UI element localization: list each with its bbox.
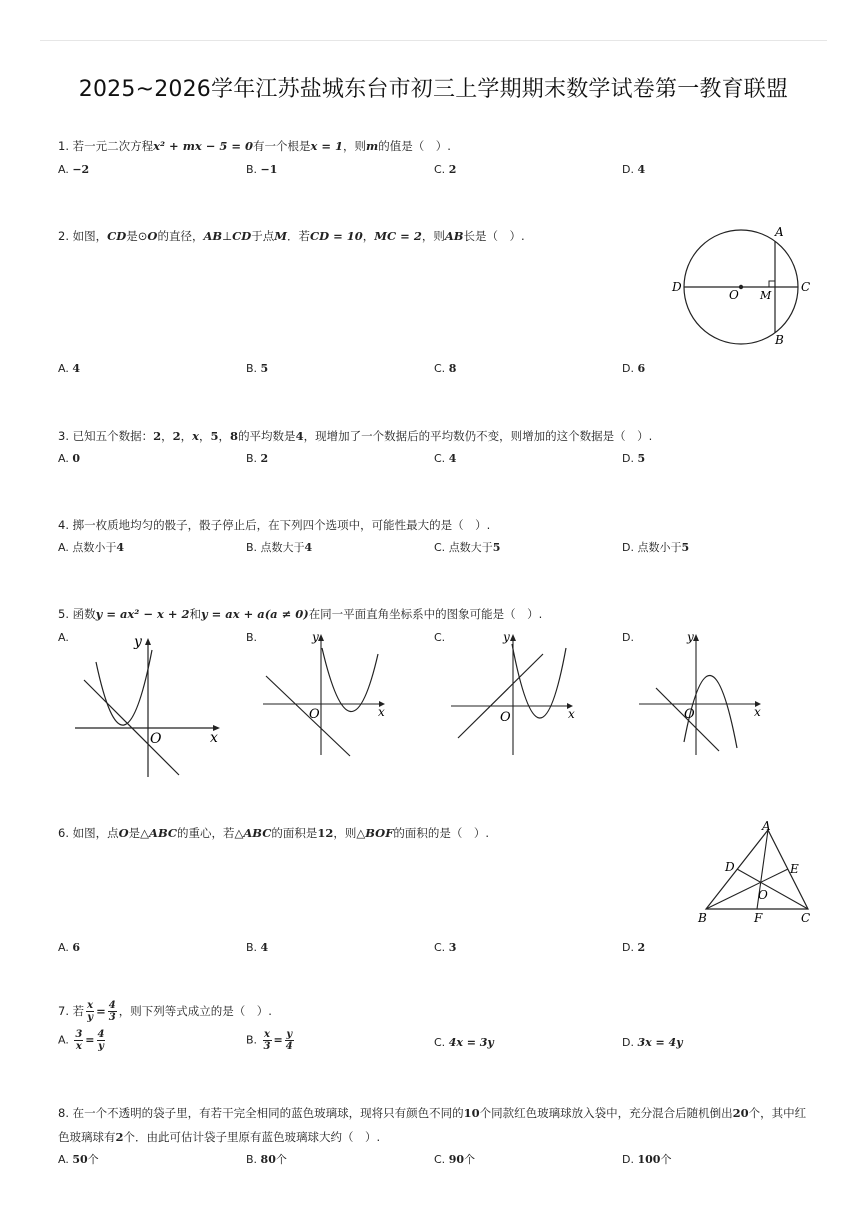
right-angle-mark: [769, 281, 775, 287]
circle-diameter-figure: [668, 220, 818, 350]
y-label: y: [134, 634, 142, 650]
q3-option-c[interactable]: C. 4: [434, 452, 457, 465]
q4-option-b[interactable]: B. 点数大于4: [246, 541, 313, 554]
label-d: D: [672, 280, 682, 294]
q5-option-a-label[interactable]: A.: [58, 631, 69, 644]
question-7-stem: 7. 若 $\frac{x}{y}$ = $\frac{4}{3}$ ，则下列等式成立的是（ ）.: [58, 1000, 272, 1023]
q6-option-d[interactable]: D. 2: [622, 941, 646, 954]
label-b: B: [775, 333, 784, 347]
label-b: B: [698, 911, 707, 925]
x-label: x: [210, 730, 218, 746]
q7-option-a[interactable]: A. $\frac{3}{x}$ = $\frac{4}{y}$: [58, 1029, 105, 1052]
parabola: [322, 648, 378, 712]
label-a: A: [762, 819, 771, 833]
x-label: x: [378, 705, 385, 719]
q2-option-a[interactable]: A. 4: [58, 362, 80, 375]
q1-option-c[interactable]: C. 2: [434, 163, 457, 176]
q5-graph-b[interactable]: [258, 630, 393, 760]
q2-option-d[interactable]: D. 6: [622, 362, 646, 375]
x-label: x: [568, 707, 575, 721]
y-axis-arrow: [145, 638, 151, 645]
q3-option-b[interactable]: B. 2: [246, 452, 269, 465]
y-label: y: [687, 630, 694, 644]
parabola: [96, 650, 152, 725]
q3-option-d[interactable]: D. 5: [622, 452, 646, 465]
q6-option-c[interactable]: C. 3: [434, 941, 457, 954]
q4-option-a[interactable]: A. 点数小于4: [58, 541, 124, 554]
triangle-centroid-figure: [694, 818, 819, 930]
question-4-stem: 4. 掷一枚质地均匀的骰子，骰子停止后，在下列四个选项中，可能性最大的是（ ）.: [58, 518, 491, 532]
q1-option-d[interactable]: D. 4: [622, 163, 646, 176]
label-o: O: [758, 888, 768, 902]
center-point: [739, 285, 743, 289]
y-axis-arrow: [318, 634, 324, 641]
q5-graph-a[interactable]: [70, 630, 230, 780]
q7-option-d[interactable]: D. 3x = 4y: [622, 1036, 683, 1049]
q4-option-d[interactable]: D. 点数小于5: [622, 541, 690, 554]
q8-option-b[interactable]: B. 80个: [246, 1153, 287, 1166]
label-a: A: [775, 225, 784, 239]
q7-option-c[interactable]: C. 4x = 3y: [434, 1036, 494, 1049]
line: [458, 654, 543, 738]
q5-option-d-label[interactable]: D.: [622, 631, 634, 644]
question-5-stem: 5. 函数y = ax² − x + 2和y = ax + a(a ≠ 0)在同一平面直角坐标系中的图象可能是（ ）.: [58, 607, 543, 621]
label-f: F: [754, 911, 763, 925]
q8-option-c[interactable]: C. 90个: [434, 1153, 475, 1166]
question-2-stem: 2. 如图，CD是⊙O的直径，AB⊥CD于点M．若CD = 10，MC = 2，则AB长是（ ）.: [58, 229, 525, 243]
origin-label: O: [500, 710, 511, 725]
x-label: x: [754, 705, 761, 719]
q7-option-b[interactable]: B. $\frac{x}{3}$ = $\frac{y}{4}$: [246, 1029, 293, 1052]
q2-option-b[interactable]: B. 5: [246, 362, 269, 375]
question-8-stem-line-1: 8. 在一个不透明的袋子里，有若干完全相同的蓝色玻璃球，现将只有颜色不同的10个同款红色玻璃球放入袋中，充分混合后随机倒出20个，其中红: [58, 1106, 807, 1120]
y-label: y: [312, 630, 319, 644]
label-e: E: [790, 862, 799, 876]
fraction-x-over-y: $\frac{x}{y}$: [87, 1000, 94, 1023]
parabola: [512, 644, 566, 718]
question-6-stem: 6. 如图，点O是△ABC的重心，若△ABC的面积是12，则△BOF的面积的是（ ）.: [58, 826, 490, 840]
question-8-stem-line-2: 色玻璃球有2个．由此可估计袋子里原有蓝色玻璃球大约（ ）.: [58, 1130, 381, 1144]
q3-option-a[interactable]: A. 0: [58, 452, 80, 465]
origin-label: O: [150, 731, 162, 747]
page-title: 2025~2026学年江苏盐城东台市初三上学期期末数学试卷第一教育联盟: [78, 77, 789, 102]
label-o: O: [729, 288, 739, 302]
q6-option-b[interactable]: B. 4: [246, 941, 269, 954]
y-axis-arrow: [510, 634, 516, 641]
question-3-stem: 3. 已知五个数据：2，2，x，5，8的平均数是4，现增加了一个数据后的平均数仍不变，则增加的这个数据是（ ）.: [58, 429, 653, 443]
y-label: y: [503, 630, 510, 644]
header-divider: [40, 40, 827, 41]
fraction-4-over-3: $\frac{4}{3}$: [108, 1000, 116, 1023]
q1-option-a[interactable]: A. −2: [58, 163, 90, 176]
line: [266, 676, 350, 756]
origin-label: O: [309, 707, 320, 722]
label-m: M: [760, 289, 772, 302]
q5-option-b-label[interactable]: B.: [246, 631, 258, 644]
q8-option-d[interactable]: D. 100个: [622, 1153, 672, 1166]
q4-option-c[interactable]: C. 点数大于5: [434, 541, 501, 554]
y-axis-arrow: [693, 634, 699, 641]
label-c: C: [801, 911, 811, 925]
q2-option-c[interactable]: C. 8: [434, 362, 457, 375]
label-d: D: [725, 860, 735, 874]
origin-label: O: [684, 707, 695, 722]
question-1-stem: 1. 若一元二次方程x² + mx − 5 = 0有一个根是x = 1，则m的值是（ ）.: [58, 139, 451, 153]
label-c: C: [801, 280, 811, 294]
q5-option-c-label[interactable]: C.: [434, 631, 446, 644]
q6-option-a[interactable]: A. 6: [58, 941, 80, 954]
q1-option-b[interactable]: B. −1: [246, 163, 278, 176]
q5-graph-c[interactable]: [446, 630, 581, 760]
q5-graph-d[interactable]: [634, 630, 769, 760]
q8-option-a[interactable]: A. 50个: [58, 1153, 99, 1166]
